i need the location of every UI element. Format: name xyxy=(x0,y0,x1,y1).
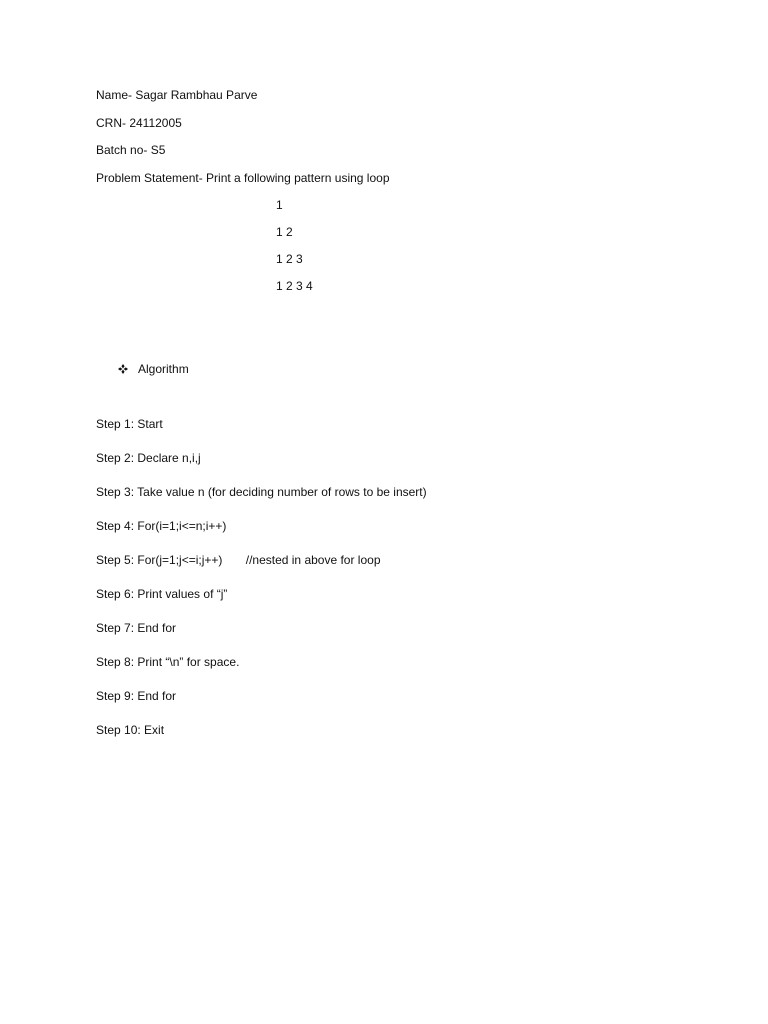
algorithm-step: Step 8: Print “\n” for space. xyxy=(96,655,240,669)
algorithm-step: Step 1: Start xyxy=(96,417,163,431)
crn-number: CRN- 24112005 xyxy=(96,116,182,130)
algorithm-step: Step 9: End for xyxy=(96,689,177,703)
algorithm-step: Step 6: Print values of “j” xyxy=(96,587,228,601)
problem-statement: Problem Statement- Print a following pattern using loop xyxy=(96,171,390,185)
batch-number: Batch no- S5 xyxy=(96,143,166,157)
algorithm-step: Step 2: Declare n,i,j xyxy=(96,451,201,465)
algorithm-step: Step 7: End for xyxy=(96,621,177,635)
pattern-row-1: 1 xyxy=(276,198,283,212)
pattern-row-2: 1 2 xyxy=(276,225,293,239)
algorithm-heading: Algorithm xyxy=(138,362,189,376)
algorithm-step: Step 5: For(j=1;j<=i;j++) //nested in above for loop xyxy=(96,553,381,567)
diamond-bullet-icon xyxy=(117,363,129,375)
algorithm-step: Step 10: Exit xyxy=(96,723,165,737)
pattern-row-4: 1 2 3 4 xyxy=(276,279,313,293)
pattern-row-3: 1 2 3 xyxy=(276,252,303,266)
algorithm-step: Step 4: For(i=1;i<=n;i++) xyxy=(96,519,227,533)
student-name: Name- Sagar Rambhau Parve xyxy=(96,88,258,102)
algorithm-step: Step 3: Take value n (for deciding number of rows to be insert) xyxy=(96,485,427,499)
